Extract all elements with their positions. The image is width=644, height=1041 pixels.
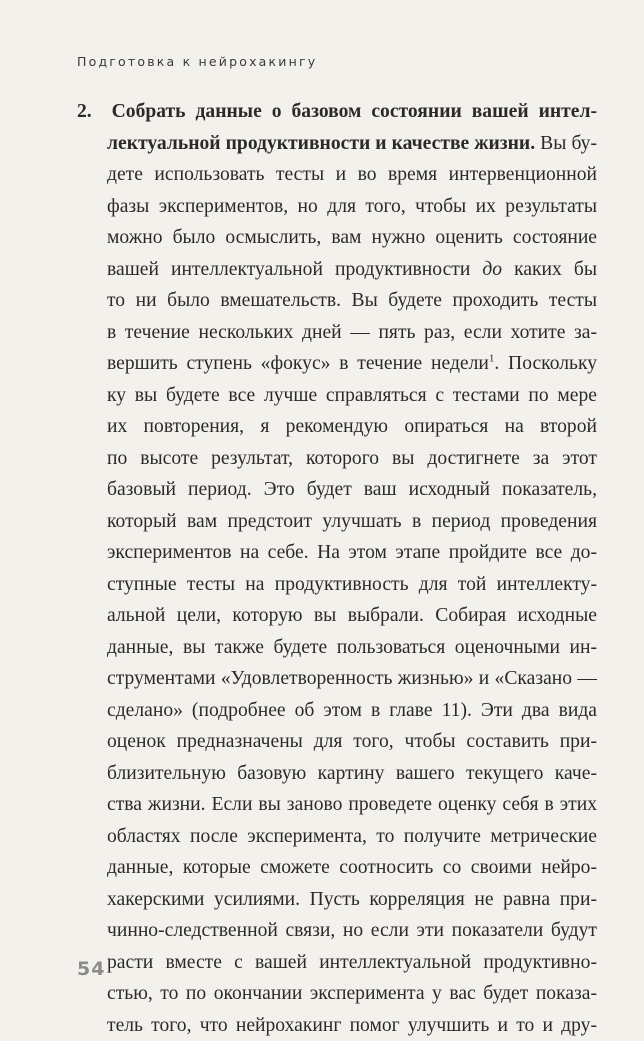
italic-word: до	[482, 259, 502, 280]
text-line: экспериментов на себе. На этом этапе пройдите все до-	[77, 537, 597, 569]
page-number: 54	[77, 958, 105, 980]
text-line: ступные тесты на продуктивность для той интеллекту-	[77, 569, 597, 601]
text-line: вершить ступень «фокус» в течение недели$^1$. Поскольку	[77, 348, 597, 380]
text-line: близительную базовую картину вашего текущего каче-	[77, 758, 597, 790]
text-line: вашей интеллектуальной продуктивности до каких бы	[77, 254, 597, 286]
text-line: ства жизни. Если вы заново проведете оценку себя в этих	[77, 789, 597, 821]
running-head: Подготовка к нейрохакингу	[77, 54, 317, 69]
text-line: ку вы будете все лучше справляться с тестами по мере	[77, 380, 597, 412]
text-line: то ни было вмешательств. Вы будете проходить тесты	[77, 285, 597, 317]
text-line: оценок предназначены для того, чтобы составить при-	[77, 726, 597, 758]
text-line	[77, 96, 597, 128]
text-line: альной цели, которую вы выбрали. Собирая исходные	[77, 600, 597, 632]
text-line: в течение нескольких дней — пять раз, если хотите за-	[77, 317, 597, 349]
text-line: дете использовать тесты и во время интервенционной	[77, 159, 597, 191]
text-line: базовый период. Это будет ваш исходный показатель,	[77, 474, 597, 506]
bold-lead: Собрать данные о базовом состоянии вашей интел-	[112, 101, 597, 122]
text-line: можно было осмыслить, вам нужно оценить состояние	[77, 222, 597, 254]
text-line: лектуальной продуктивности и качестве жизни. Вы бу-	[77, 128, 597, 160]
text-line: данные, вы также будете пользоваться оценочными ин-	[77, 632, 597, 664]
text-line: тель того, что нейрохакинг помог улучшить и то и дру-	[77, 1010, 597, 1041]
text-line: их повторения, я рекомендую опираться на второй	[77, 411, 597, 443]
footnote-ref[interactable]: 1	[489, 352, 495, 364]
text-line: сделано» (подробнее об этом в главе 11). Эти два вида	[77, 695, 597, 727]
text-line: фазы экспериментов, но для того, чтобы их результаты	[77, 191, 597, 223]
text-line: чинно-следственной связи, но если эти показатели будут	[77, 915, 597, 947]
text-line: по высоте результат, которого вы достигнете за этот	[77, 443, 597, 475]
text-line: хакерскими усилиями. Пусть корреляция не равна при-	[77, 884, 597, 916]
text-line: областях после эксперимента, то получите метрические	[77, 821, 597, 853]
body-text	[77, 96, 597, 1041]
list-marker: 2.	[77, 101, 92, 122]
text-line: который вам предстоит улучшать в период проведения	[77, 506, 597, 538]
text-line: данные, которые сможете соотносить со своими нейро-	[77, 852, 597, 884]
text-line: струментами «Удовлетворенность жизнью» и «Сказано —	[77, 663, 597, 695]
bold-lead: лектуальной продуктивности и качестве жизни.	[107, 133, 535, 154]
text-line: расти вместе с вашей интеллектуальной продуктивно-	[77, 947, 597, 979]
text-line: стью, то по окончании эксперимента у вас будет показа-	[77, 978, 597, 1010]
